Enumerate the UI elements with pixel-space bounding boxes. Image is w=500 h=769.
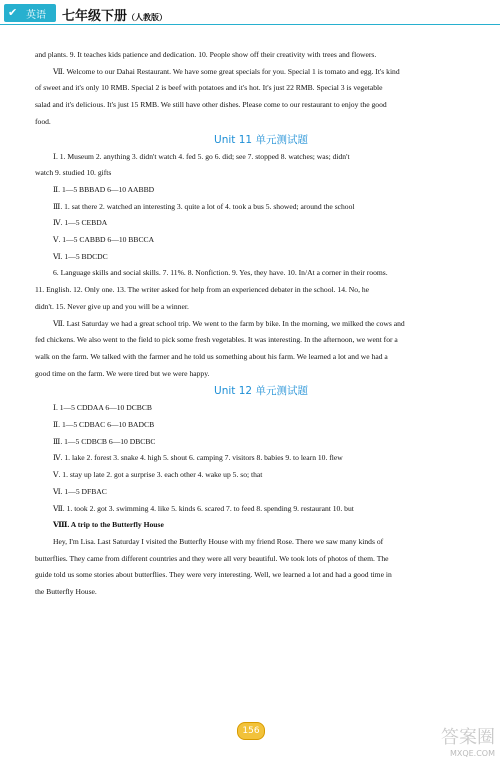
text-line: Ⅶ. Last Saturday we had a great school trip. We went to the farm by bike. In the morning, we milked the cows and — [53, 318, 405, 328]
book-title — [62, 5, 167, 24]
section-heading: Unit 11 单元测试题 — [214, 133, 308, 146]
answer-content — [35, 47, 487, 601]
text-line: Ⅴ. 1—5 CABBD 6—10 BBCCA — [53, 235, 155, 245]
page-header — [0, 0, 500, 24]
text-line: guide told us some stories about butterflies. They were very interesting. Well, we learned a lot and had a good time in — [35, 570, 392, 580]
subject-logo — [4, 4, 56, 22]
text-line: of sweet and it's only 10 RMB. Special 2 is beef with potatoes and it's hot. It's just 22 RMB. Special 3 is vegetable — [35, 83, 383, 93]
watermark-logo: 答案圈 — [441, 727, 495, 748]
text-line: Ⅶ. 1. took 2. got 3. swimming 4. like 5. kinds 6. scared 7. to feed 8. spending 9. restaurant 10. but — [53, 503, 354, 513]
text-line: Ⅵ. 1—5 BDCDC — [53, 251, 108, 261]
text-line: Ⅲ. 1—5 CDBCB 6—10 DBCBC — [53, 436, 156, 446]
text-line: watch 9. studied 10. gifts — [35, 168, 112, 178]
text-line: Ⅰ. 1. Museum 2. anything 3. didn't watch 4. fed 5. go 6. did; see 7. stopped 8. watches; was; didn't — [53, 151, 350, 161]
logo-text: 英语 — [26, 10, 46, 21]
text-line: fed chickens. We also went to the field to pick some fresh vegetables. It was interesting. In the afternoon, we went for a — [35, 335, 398, 345]
text-line: Hey, I'm Lisa. Last Saturday I visited the Butterfly House with my friend Rose. There we saw many kinds of — [53, 536, 384, 546]
text-line: Ⅲ. 1. sat there 2. watched an interesting 3. quite a lot of 4. took a bus 5. showed; around the school — [53, 201, 355, 211]
watermark-url: MXQE.COM — [449, 749, 495, 758]
watermark — [413, 727, 495, 765]
text-line: Ⅴ. 1. stay up late 2. got a surprise 3. each other 4. wake up 5. so; that — [53, 470, 263, 480]
text-line: 11. English. 12. Only one. 13. The writer asked for help from an experienced debater in the school. 14. No, he — [35, 285, 370, 295]
text-line: Ⅷ. A trip to the Butterfly House — [53, 520, 164, 530]
text-line: Ⅶ. Welcome to our Dahai Restaurant. We have some great specials for you. Special 1 is tomato and egg. It's kind — [53, 66, 400, 76]
text-line: Ⅵ. 1—5 DFBAC — [53, 486, 107, 496]
header-divider — [0, 24, 500, 25]
text-line: and plants. 9. It teaches kids patience and dedication. 10. People show off their creativity with trees and flowers. — [35, 50, 377, 59]
text-line: walk on the farm. We talked with the farmer and he told us something about his farm. We learned a lot and we had a — [35, 351, 388, 361]
text-line: good time on the farm. We were tired but we were happy. — [35, 368, 210, 378]
checkmark-icon: ✔ — [8, 6, 18, 19]
section-heading: Unit 12 单元测试题 — [214, 385, 308, 398]
text-line: didn't. 15. Never give up and you will be a winner. — [35, 301, 189, 311]
text-line: food. — [35, 116, 51, 126]
text-line: Ⅱ. 1—5 BBBAD 6—10 AABBD — [53, 184, 155, 194]
text-line: butterflies. They came from different countries and they were all very beautiful. We took lots of photos of them. The — [35, 553, 389, 563]
text-line: Ⅰ. 1—5 CDDAA 6—10 DCBCB — [53, 403, 152, 413]
book-edition: （人教版） — [127, 13, 168, 22]
text-line: Ⅱ. 1—5 CDBAC 6—10 BADCB — [53, 420, 155, 430]
text-line: salad and it's delicious. It's just 15 RMB. We still have other dishes. Please come to our restaurant to enjoy the good — [35, 100, 387, 110]
text-line: 6. Language skills and social skills. 7. 11%. 8. Nonfiction. 9. Yes, they have. 10. In/At a corner in their rooms. — [53, 268, 388, 278]
text-line: Ⅳ. 1. lake 2. forest 3. snake 4. high 5. shout 6. camping 7. visitors 8. babies 9. to learn 10. flew — [53, 453, 343, 463]
book-title-text: 七年级下册 — [62, 9, 128, 24]
page-number: 156 — [237, 722, 265, 740]
text-line: Ⅳ. 1—5 CEBDA — [53, 218, 108, 228]
text-line: the Butterfly House. — [35, 587, 97, 597]
